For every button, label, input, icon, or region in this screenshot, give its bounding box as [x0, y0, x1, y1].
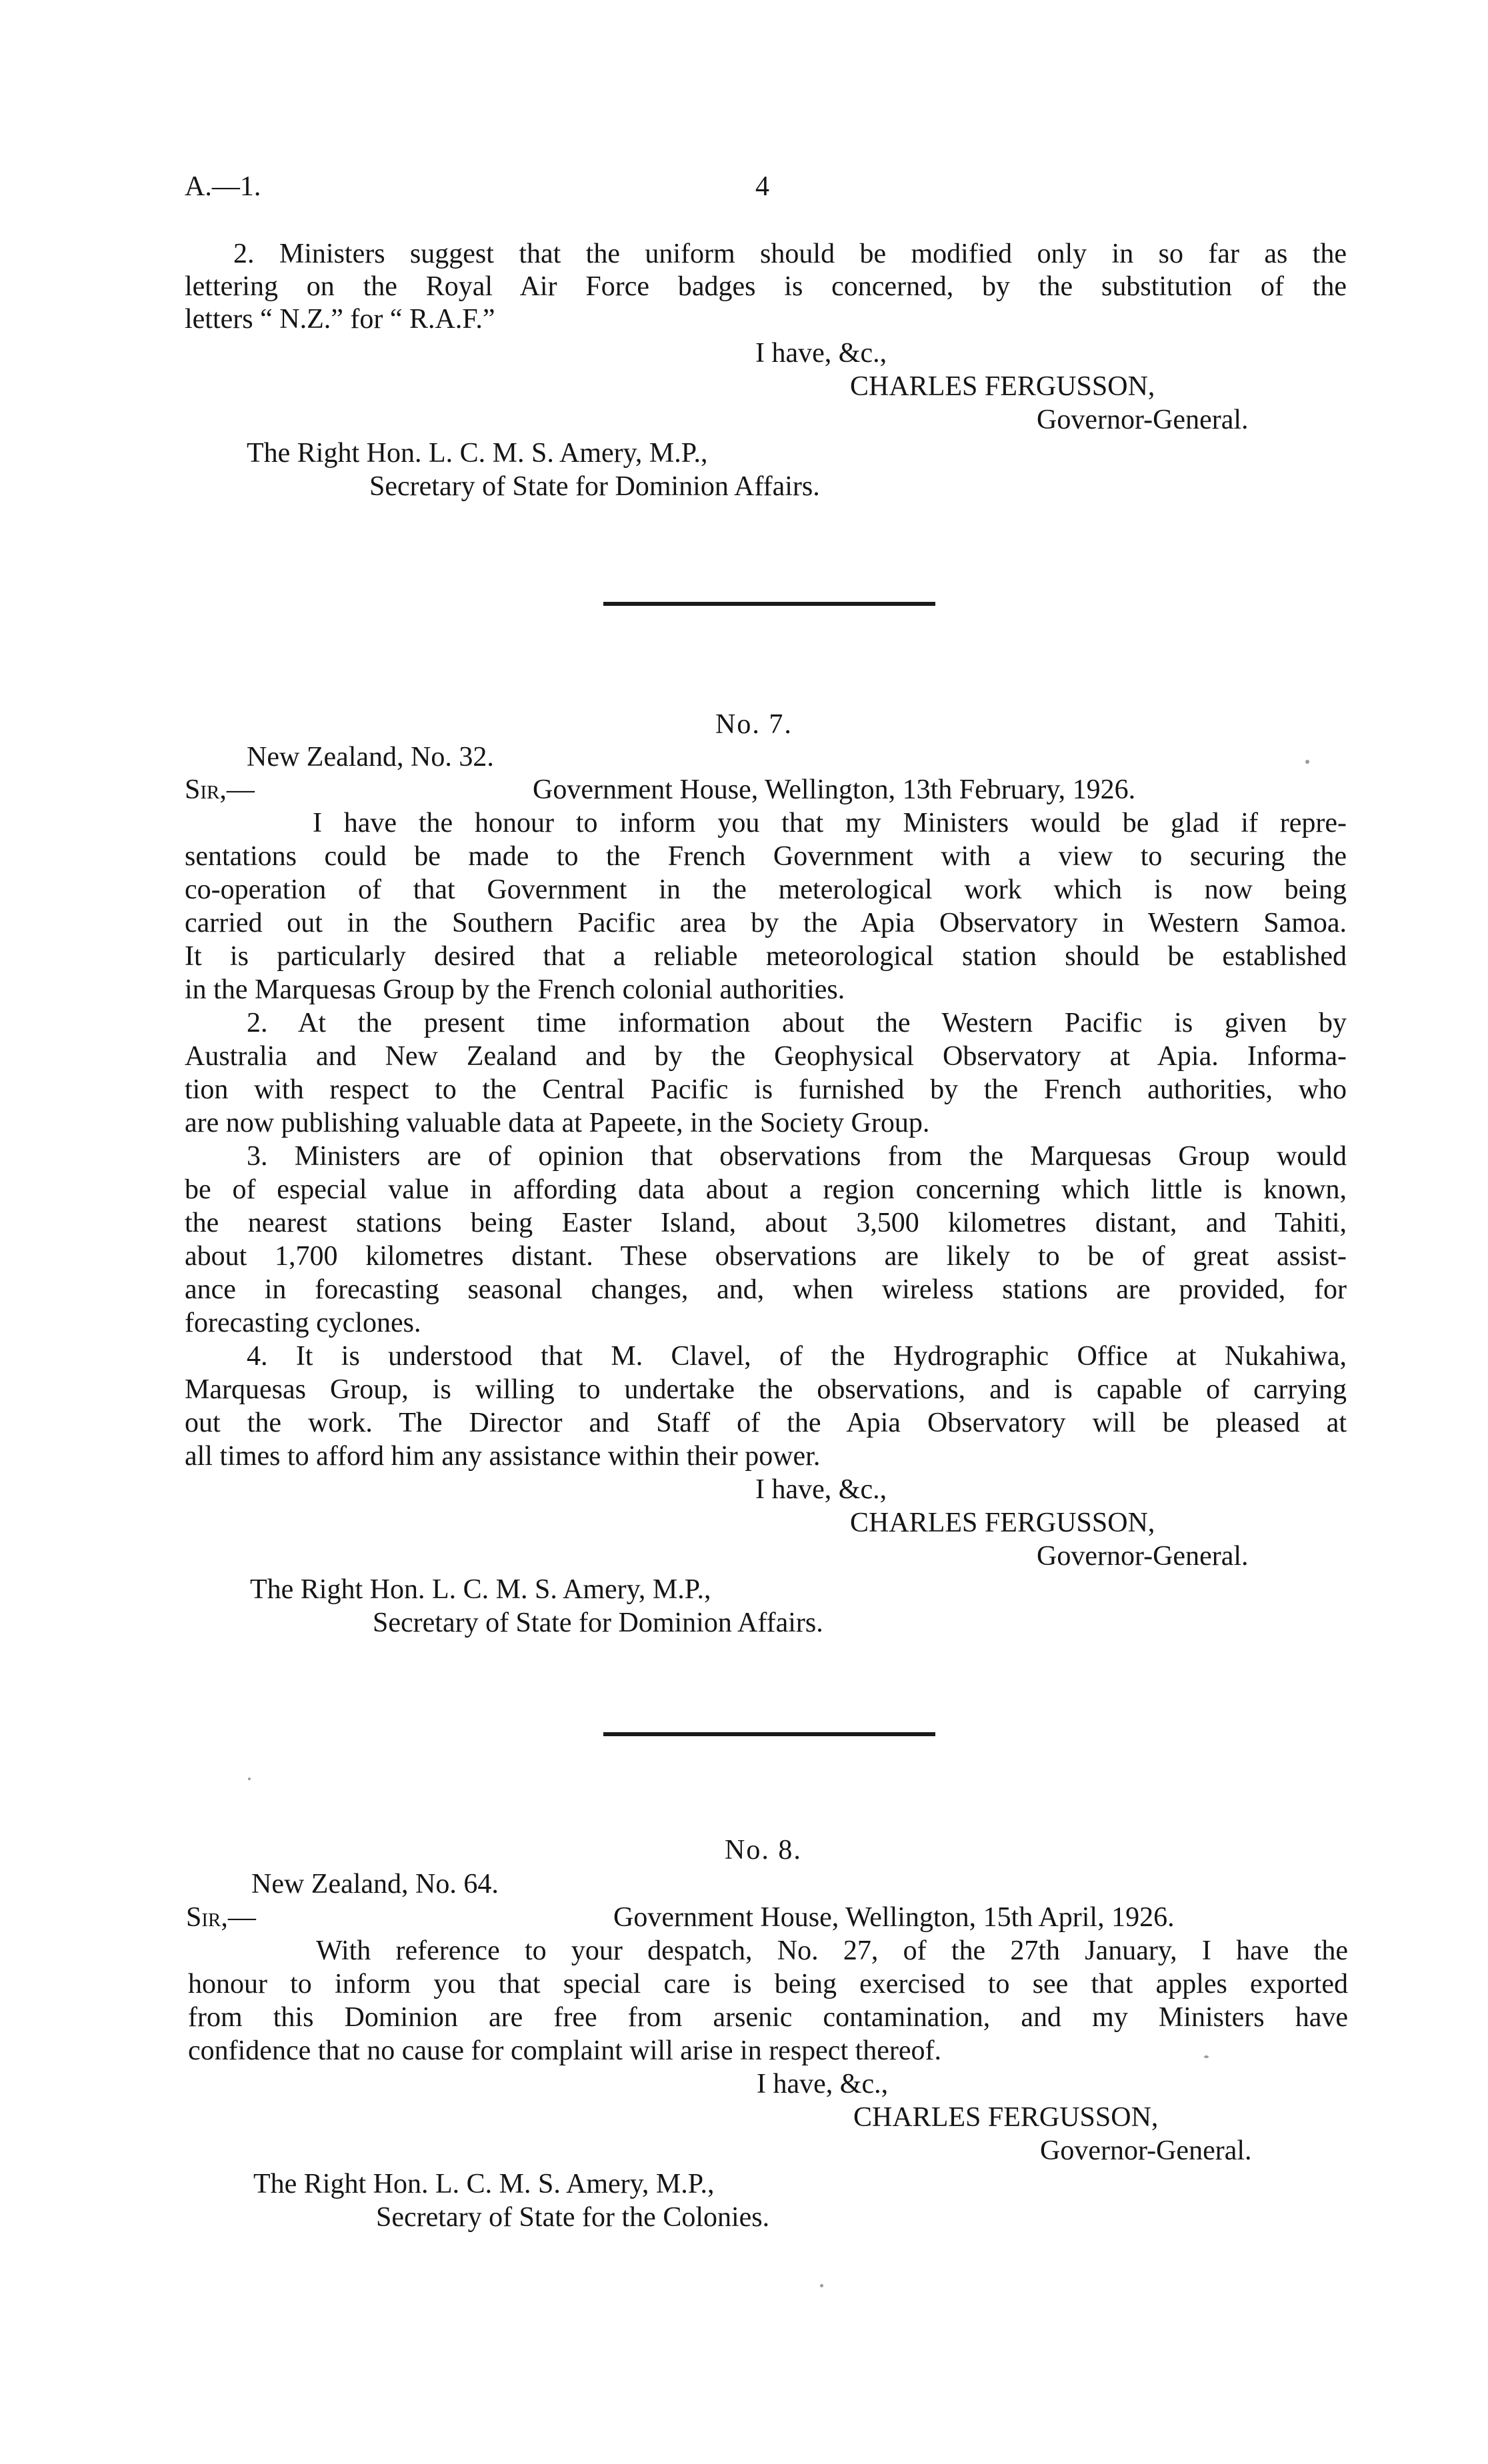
body-line: With reference to your despatch, No. 27, of the 27th January, I have the [316, 1935, 1348, 1966]
signatory-name: CHARLES FERGUSSON, [850, 1508, 1155, 1538]
body-line: all times to afford him any assistance within their power. [185, 1441, 821, 1472]
signatory-title: Governor-General. [1037, 1541, 1249, 1572]
place-and-date: Government House, Wellington, 13th February, 1926. [533, 774, 1136, 805]
body-line: ance in forecasting seasonal changes, and, when wireless stations are provided, for [185, 1274, 1347, 1305]
closing-phrase: I have, &c., [757, 2069, 889, 2099]
closing-phrase: I have, &c., [755, 338, 887, 369]
print-speck [1204, 2055, 1209, 2058]
addressee-office: Secretary of State for the Colonies. [376, 2202, 770, 2233]
print-speck [820, 2284, 823, 2287]
print-speck [248, 1778, 251, 1780]
body-line: carried out in the Southern Pacific area by the Apia Observatory in Western Samoa. [185, 908, 1347, 938]
addressee-office: Secretary of State for Dominion Affairs. [369, 471, 820, 502]
body-line: tion with respect to the Central Pacific is furnished by the French authorities, who [185, 1074, 1347, 1105]
addressee-office: Secretary of State for Dominion Affairs. [373, 1608, 823, 1638]
body-line: from this Dominion are free from arsenic contamination, and my Ministers have [188, 2002, 1348, 2033]
print-speck [1305, 760, 1309, 764]
body-line: be of especial value in affording data about a region concerning which little is known, [185, 1174, 1347, 1205]
addressee-name: The Right Hon. L. C. M. S. Amery, M.P., [250, 1574, 711, 1605]
body-line: Australia and New Zealand and by the Geophysical Observatory at Apia. Informa- [185, 1041, 1347, 1072]
paragraph-line: letters “ N.Z.” for “ R.A.F.” [185, 304, 495, 335]
body-line: honour to inform you that special care is being exercised to see that apples exported [188, 1969, 1348, 1999]
letter-reference: New Zealand, No. 32. [247, 742, 494, 772]
body-line: sentations could be made to the French Government with a view to securing the [185, 841, 1347, 872]
body-line: co-operation of that Government in the meterological work which is now being [185, 874, 1347, 905]
signatory-name: CHARLES FERGUSSON, [850, 371, 1155, 402]
body-line: in the Marquesas Group by the French colonial authorities. [185, 974, 845, 1005]
salutation: Sir,— [185, 774, 255, 805]
section-divider [603, 1732, 935, 1736]
page-number: 4 [755, 171, 769, 202]
addressee-name: The Right Hon. L. C. M. S. Amery, M.P., [247, 438, 708, 469]
body-line: 4. It is understood that M. Clavel, of the Hydrographic Office at Nukahiwa, [247, 1341, 1347, 1372]
letter-reference: New Zealand, No. 64. [251, 1869, 499, 1899]
place-and-date: Government House, Wellington, 15th April, 1926. [613, 1902, 1175, 1933]
body-line: I have the honour to inform you that my Ministers would be glad if repre- [313, 808, 1347, 838]
body-line: confidence that no cause for complaint will arise in respect thereof. [188, 2035, 942, 2066]
addressee-name: The Right Hon. L. C. M. S. Amery, M.P., [253, 2169, 715, 2199]
body-line: are now publishing valuable data at Papeete, in the Society Group. [185, 1108, 930, 1138]
letter-number: No. 7. [715, 709, 793, 740]
signatory-name: CHARLES FERGUSSON, [853, 2102, 1159, 2133]
section-divider [603, 602, 935, 606]
paragraph-line: lettering on the Royal Air Force badges is concerned, by the substitution of the [185, 271, 1347, 302]
body-line: about 1,700 kilometres distant. These observations are likely to be of great assist- [185, 1241, 1347, 1272]
body-line: 3. Ministers are of opinion that observations from the Marquesas Group would [247, 1141, 1347, 1172]
letter-number: No. 8. [725, 1835, 802, 1865]
signatory-title: Governor-General. [1037, 405, 1249, 435]
closing-phrase: I have, &c., [755, 1474, 887, 1505]
body-line: 2. At the present time information about the Western Pacific is given by [247, 1008, 1347, 1038]
body-line: out the work. The Director and Staff of the Apia Observatory will be pleased at [185, 1408, 1347, 1438]
body-line: Marquesas Group, is willing to undertake the observations, and is capable of carrying [185, 1374, 1347, 1405]
document-reference: A.—1. [185, 171, 261, 202]
body-line: forecasting cyclones. [185, 1308, 421, 1338]
body-line: the nearest stations being Easter Island, about 3,500 kilometres distant, and Tahiti, [185, 1208, 1347, 1238]
paragraph-line: 2. Ministers suggest that the uniform should be modified only in so far as the [233, 239, 1347, 269]
body-line: It is particularly desired that a reliable meteorological station should be established [185, 941, 1347, 972]
signatory-title: Governor-General. [1040, 2135, 1252, 2166]
salutation: Sir,— [186, 1902, 256, 1933]
